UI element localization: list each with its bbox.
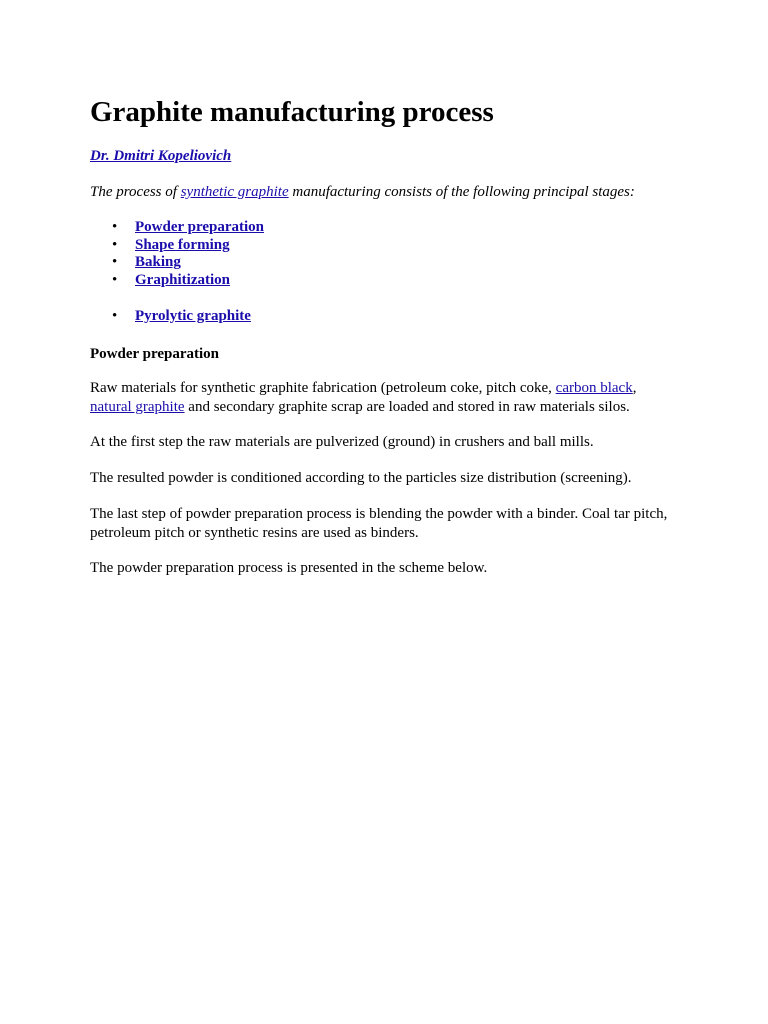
bullet-icon: • [112,254,118,271]
p1-text-b: , [632,380,637,396]
bullet-icon: • [112,236,118,253]
paragraph-scheme: The powder preparation process is presented in the scheme below. [90,560,488,576]
bullet-icon: • [112,271,118,288]
stages-list [112,219,264,289]
page-title: Graphite manufacturing process [90,96,494,128]
intro-text-after: manufacturing consists of the following principal stages: [288,184,635,200]
stage-link-graphitization[interactable]: Graphitization [135,271,231,288]
p1-text-a: Raw materials for synthetic graphite fabrication (petroleum coke, pitch coke, [90,380,556,396]
bullet-icon: • [112,308,118,324]
list-item [112,219,264,237]
carbon-black-link[interactable]: carbon black [555,380,633,396]
intro-text-before: The process of [90,184,181,200]
extra-stage-list [112,308,251,326]
paragraph-raw-materials [90,379,690,416]
list-item [112,254,264,272]
author-link[interactable]: Dr. Dmitri Kopeliovich [90,148,232,164]
author-byline [90,146,231,166]
synthetic-graphite-link[interactable]: synthetic graphite [180,184,289,200]
paragraph-screening: The resulted powder is conditioned according to the particles size distribution (screening). [90,470,632,486]
p1-text-c: and secondary graphite scrap are loaded and stored in raw materials silos. [184,398,630,415]
intro-paragraph [90,182,635,202]
section-heading: Powder preparation [90,346,220,362]
stage-link-powder-preparation[interactable]: Powder preparation [135,219,265,235]
stage-link-pyrolytic-graphite[interactable]: Pyrolytic graphite [135,308,251,324]
list-item [112,272,264,290]
paragraph-pulverizing: At the first step the raw materials are pulverized (ground) in crushers and ball mills. [90,434,594,450]
stage-link-baking[interactable]: Baking [135,254,181,271]
bullet-icon: • [112,219,118,235]
paragraph-blending: The last step of powder preparation process is blending the powder with a binder. Coal tar pitch, petroleum pitch or synthetic resins are used as binders. [90,506,668,541]
list-item [112,308,251,326]
stage-link-shape-forming[interactable]: Shape forming [135,236,230,253]
natural-graphite-link[interactable]: natural graphite [90,398,185,415]
list-item [112,237,264,255]
